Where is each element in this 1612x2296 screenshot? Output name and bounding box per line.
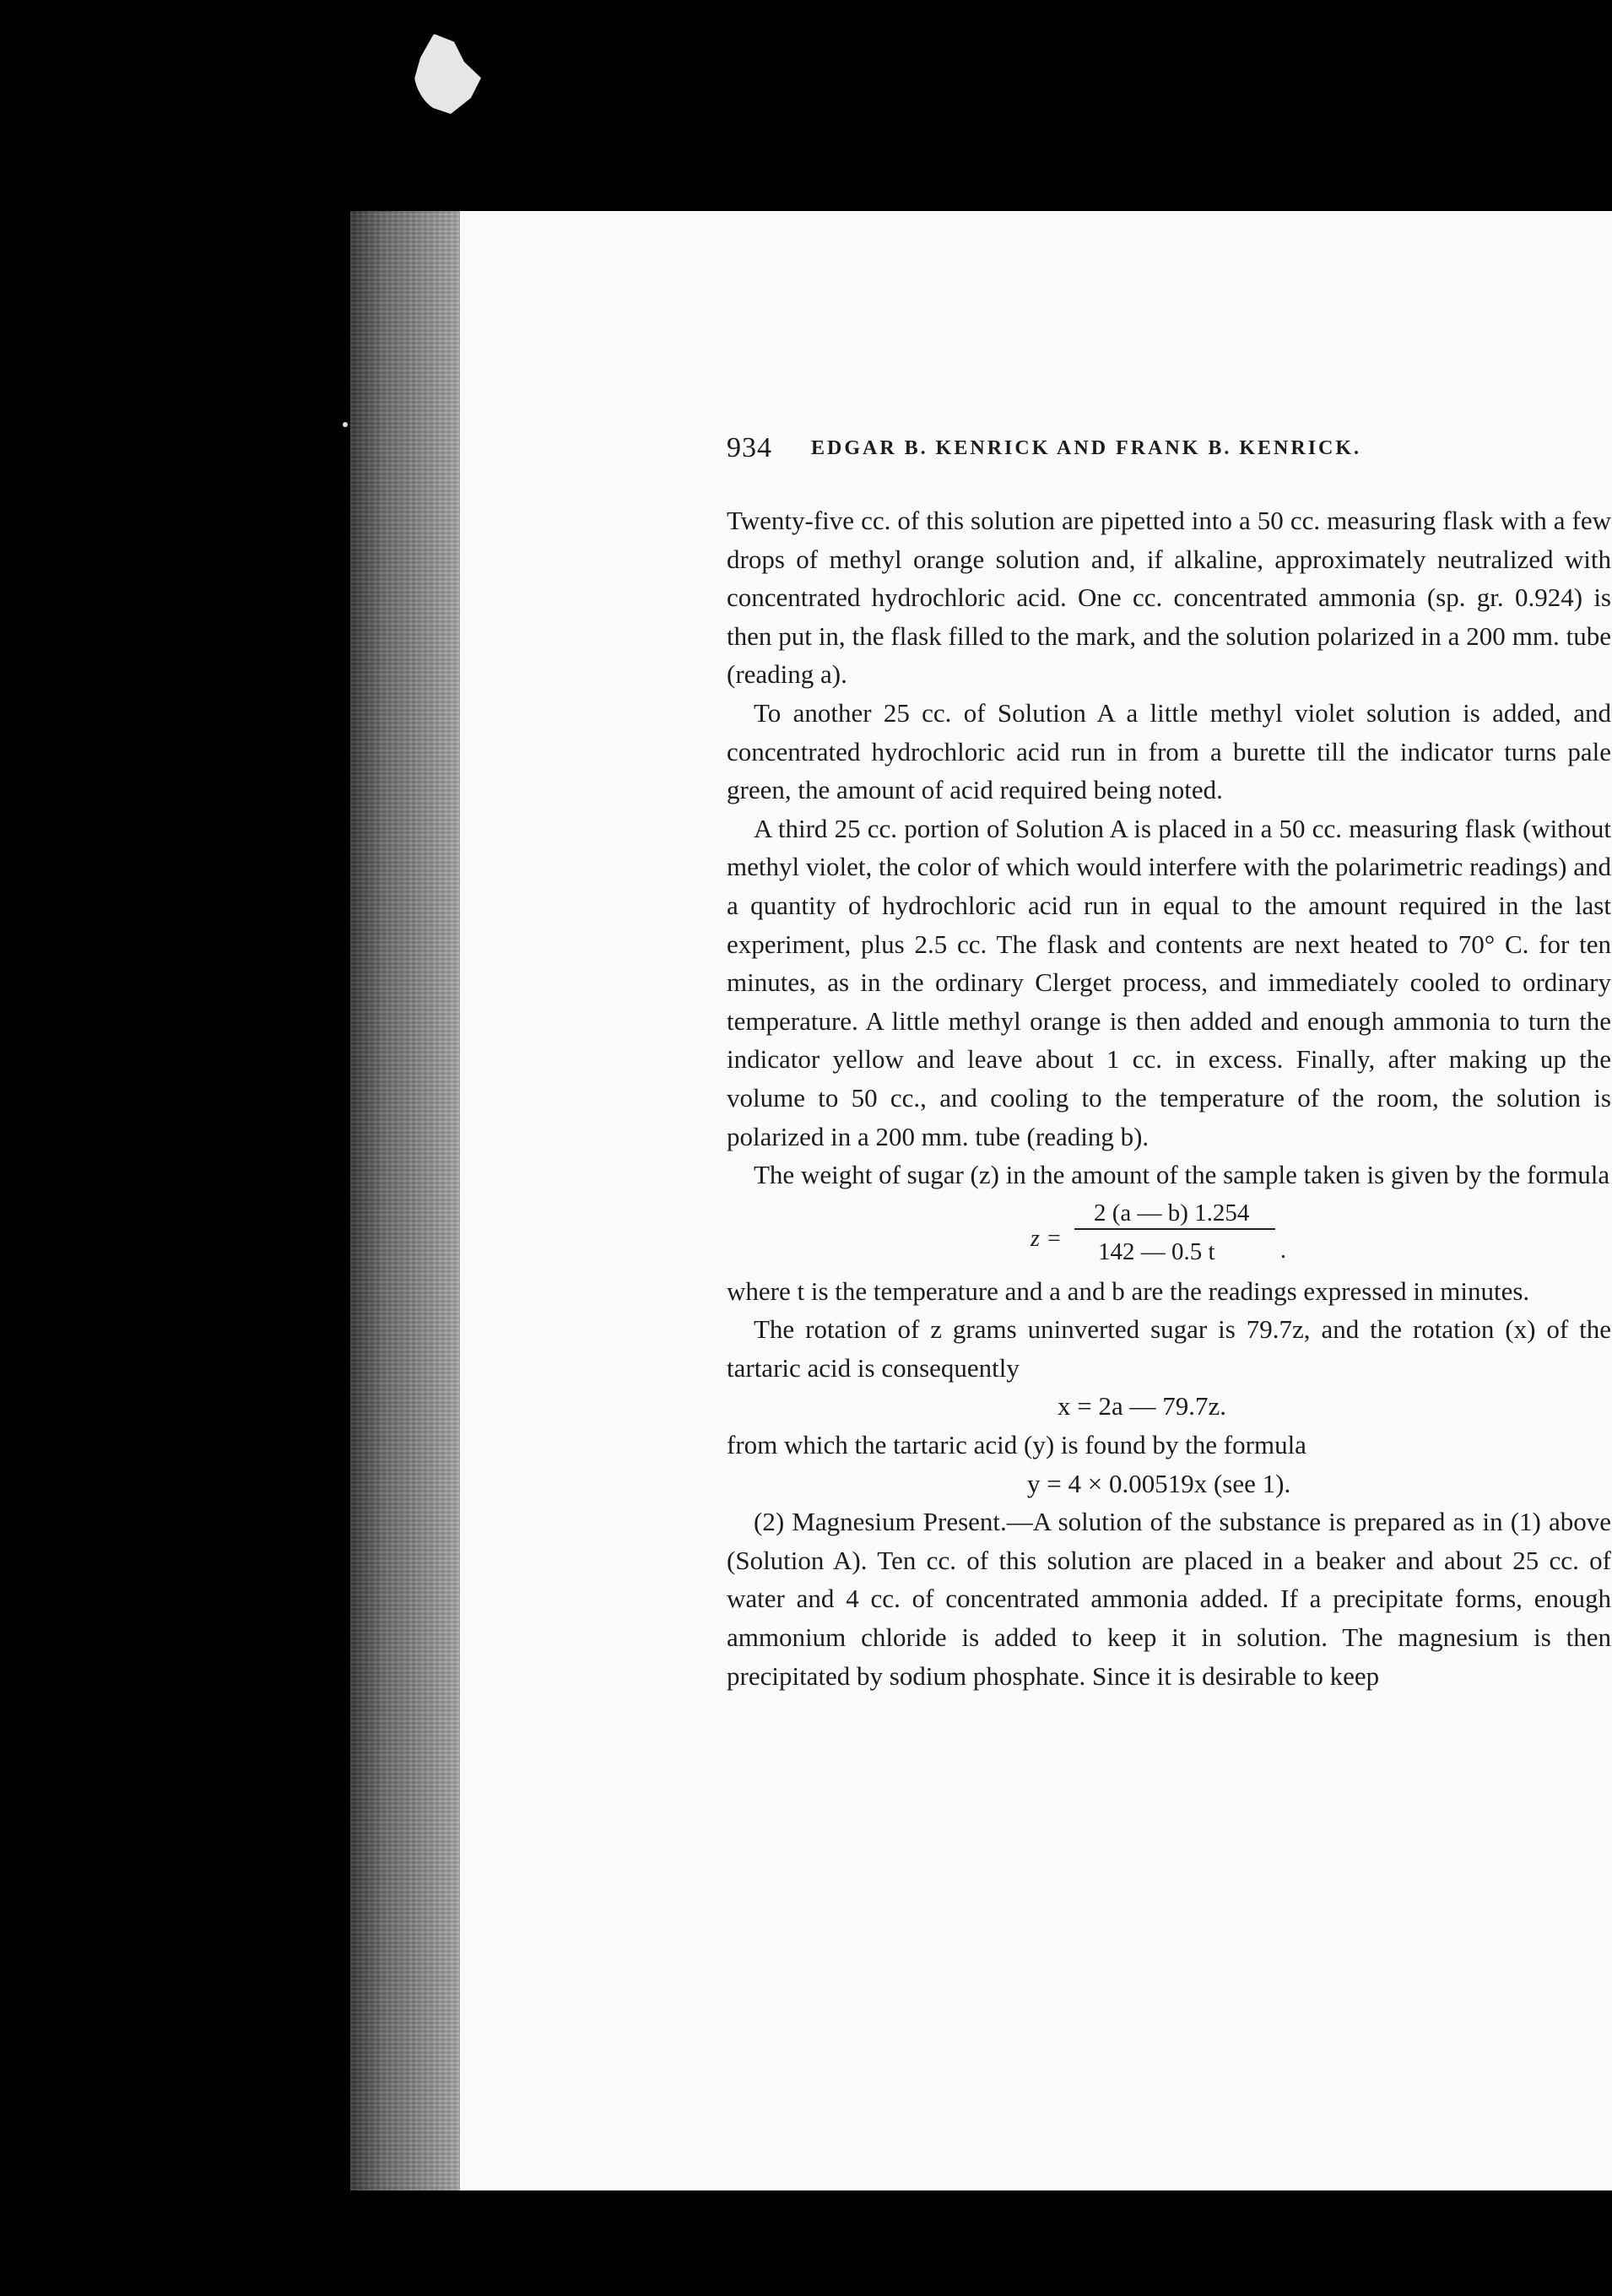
sugar-formula <box>727 1194 1611 1272</box>
book-binding-edge <box>350 211 477 2190</box>
paragraph-1: Twenty-five cc. of this solution are pipetted into a 50 cc. measuring flask with a few drops of methyl orange solution and, if alkaline, approximately neutralized with concentrated hydrochloric acid. One cc. concentrated ammonia (sp. gr. 0.924) is then put in, the flask filled to the mark, and the solution polarized in a 200 mm. tube (reading a). <box>727 506 1611 690</box>
paragraph-2: To another 25 cc. of Solution A a little methyl violet solution is added, and concentrated hydrochloric acid run in from a burette till the indicator turns pale green, the amount of acid required being noted. <box>727 697 1611 805</box>
running-head: EDGAR B. KENRICK AND FRANK B. KENRICK. <box>811 437 1362 459</box>
equation-x: x = 2a — 79.7z. <box>1058 1391 1227 1421</box>
page-header <box>727 432 1611 479</box>
formula-period: . <box>1280 1237 1286 1264</box>
fraction-bar <box>1074 1228 1275 1230</box>
paragraph-5: where t is the temperature and a and b are the readings expressed in minutes. <box>727 1275 1530 1306</box>
paragraph-8: (2) Magnesium Present.—A solution of the substance is prepared as in (1) above (Solution A). Ten cc. of this solution are placed in a beaker and about 25 cc. of water and 4 cc. of concentrated ammonia added. If a precipitate forms, enough ammonium chloride is added to keep it in solution. The magnesium is then precipitated by sodium phosphate. Since it is desirable to keep <box>727 1507 1611 1691</box>
page-content <box>727 432 1611 1695</box>
formula-lhs: z <box>1030 1225 1040 1252</box>
book-page <box>460 211 1612 2190</box>
page-number: 934 <box>727 432 772 463</box>
paragraph-3: A third 25 cc. portion of Solution A is placed in a 50 cc. measuring flask (without methyl violet, the color of which would interfere with the polarimetric readings) and a quantity of hydrochloric acid run in equal to the amount required in the last experiment, plus 2.5 cc. The flask and contents are next heated to 70° C. for ten minutes, as in the ordinary Clerget process, and immediately cooled to ordinary temperature. A little methyl orange is then added and enough ammonia to turn the indicator yellow and leave about 1 cc. in excess. Finally, after making up the volume to 50 cc., and cooling to the temperature of the room, the solution is polarized in a 200 mm. tube (reading b). <box>727 813 1611 1151</box>
paragraph-4: The weight of sugar (z) in the amount of the sample taken is given by the formula <box>754 1160 1610 1190</box>
scan-bottom-margin <box>0 2190 1612 2296</box>
formula-denominator: 142 — 0.5 t <box>1098 1237 1215 1265</box>
body-text <box>727 501 1611 1695</box>
paragraph-6: The rotation of z grams uninverted sugar is 79.7z, and the rotation (x) of the tartaric acid is consequently <box>727 1314 1611 1383</box>
formula-numerator: 2 (a — b) 1.254 <box>1094 1199 1250 1227</box>
formula-equals: = <box>1047 1225 1061 1252</box>
scan-dust <box>343 422 348 427</box>
paragraph-7: from which the tartaric acid (y) is found by the formula <box>727 1430 1306 1460</box>
equation-y: y = 4 × 0.00519x (see 1). <box>1027 1468 1291 1498</box>
